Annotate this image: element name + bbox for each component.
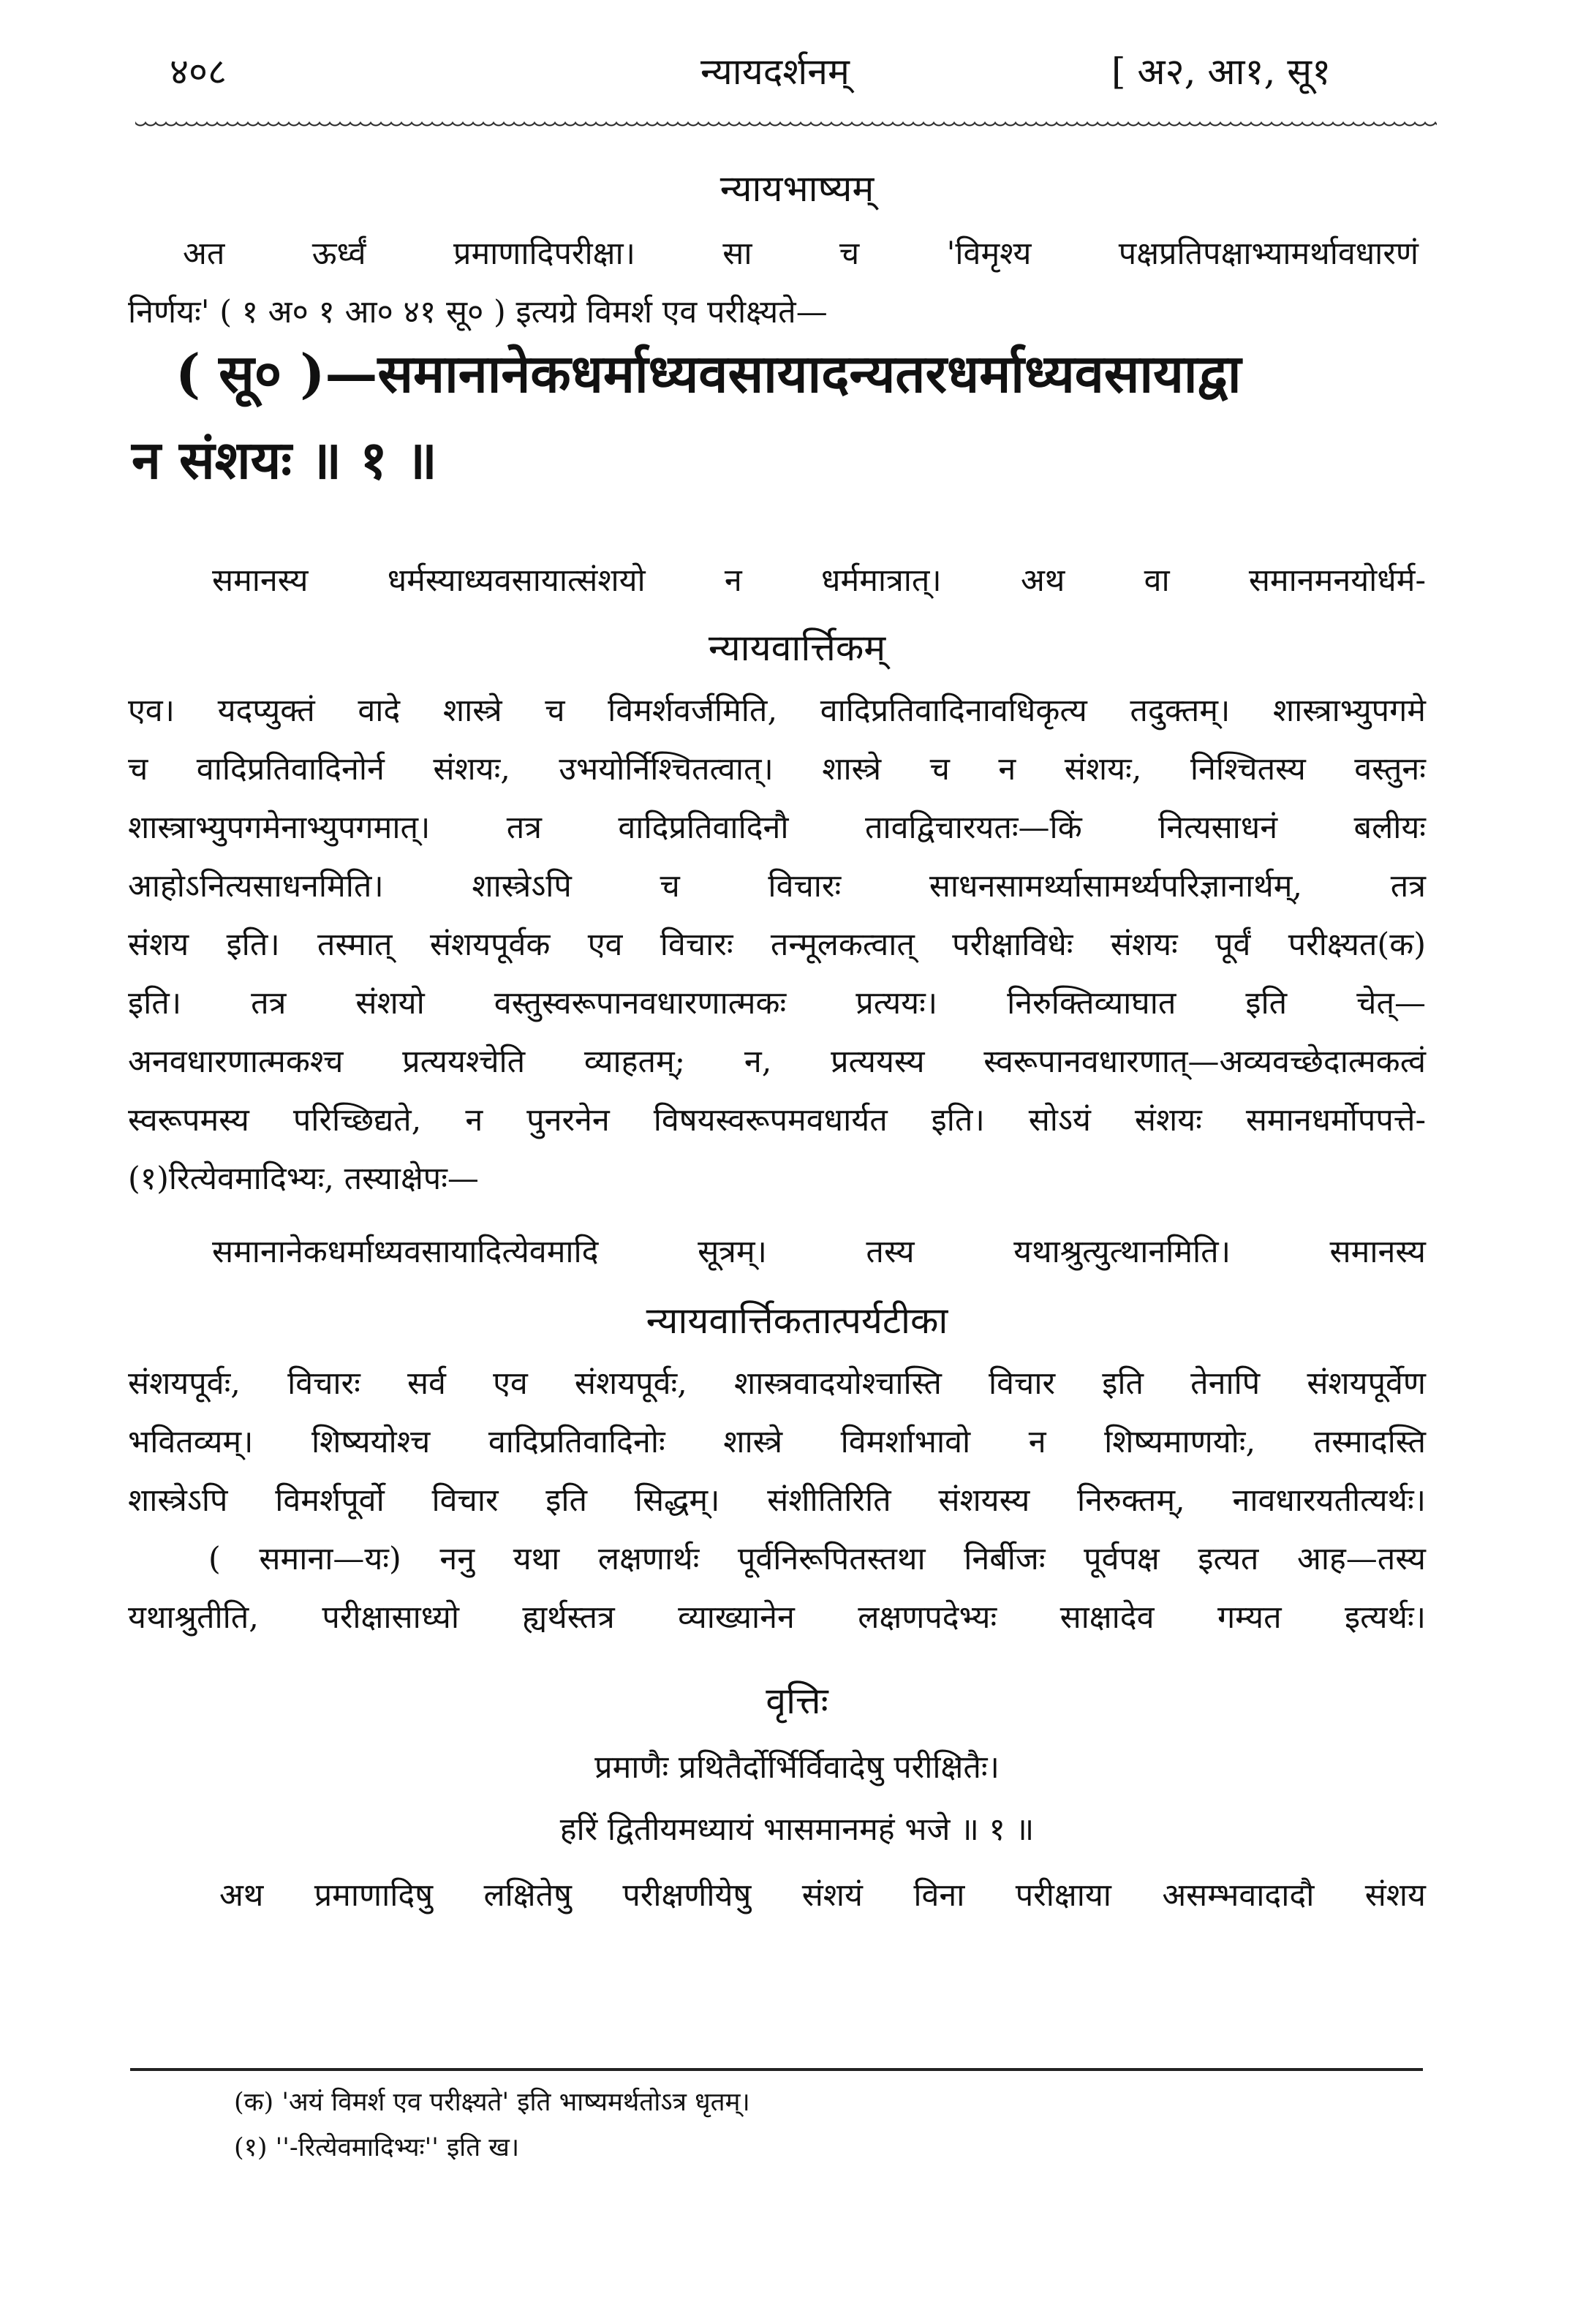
vritti-verse-1: प्रमाणैः प्रथितैर्दोर्भिर्विवादेषु परीक्षितैः। (594, 1749, 1000, 1786)
varttika-heading: न्यायवार्त्तिकम् (708, 627, 886, 669)
sutra-line-1: ( सू० )—समानानेकधर्माध्यवसायादन्यतरधर्माध्यवसायाद्वा (175, 342, 1242, 404)
page-number: ४०८ (170, 50, 227, 93)
varttika-line-1: एव। यदप्युक्तं वादे शास्त्रे च विमर्शवर्जमिति, वादिप्रतिवादिनावधिकृत्य तदुक्तम्। शास्त्राभ्युपगमे (128, 693, 1426, 729)
varttika-line-9: (१)रित्येवमादिभ्यः, तस्याक्षेपः— (128, 1161, 479, 1197)
bhashya-continuation: समानस्य धर्मस्याध्यवसायात्संशयो न धर्ममात्रात्। अथ वा समानमनयोर्धर्म- (212, 562, 1426, 599)
tika-line-2: भवितव्यम्। शिष्ययोश्च वादिप्रतिवादिनोः शास्त्रे विमर्शाभावो न शिष्यमाणयोः, तस्मादस्ति (128, 1424, 1426, 1460)
running-title: न्यायदर्शनम् (700, 50, 850, 93)
tika-line-4: ( समाना—यः) ननु यथा लक्षणार्थः पूर्वनिरूपितस्तथा निर्बीजः पूर्वपक्ष इत्यत आह—तस्य (208, 1541, 1426, 1577)
vritti-heading: वृत्तिः (766, 1680, 828, 1722)
tika-line-5: यथाश्रुतीति, परीक्षासाध्यो ह्यर्थस्तत्र व्याख्यानेन लक्षणपदेभ्यः साक्षादेव गम्यत इत्यर्थः। (128, 1599, 1426, 1636)
header-wavy-rule (135, 121, 1437, 132)
bhashya-heading: न्यायभाष्यम् (719, 167, 875, 210)
section-reference: [ अ२, आ१, सू१ (1111, 50, 1332, 93)
varttika-line-7: अनवधारणात्मकश्च प्रत्ययश्चेति व्याहतम्; न, प्रत्ययस्य स्वरूपानवधारणात्—अव्यवच्छेदात्मकत्वं (128, 1044, 1426, 1080)
footnote-1: (१) ''-रित्येवमादिभ्यः'' इति ख। (234, 2133, 520, 2162)
footnote-rule (130, 2068, 1423, 2071)
varttika-line-3: शास्त्राभ्युपगमेनाभ्युपगमात्। तत्र वादिप्रतिवादिनौ तावद्विचारयतः—किं नित्यसाधनं बलीयः (128, 810, 1426, 846)
tika-heading: न्यायवार्त्तिकतात्पर्यटीका (646, 1299, 948, 1342)
varttika-tail: समानानेकधर्माध्यवसायादित्येवमादि सूत्रम्। तस्य यथाश्रुत्युत्थानमिति। समानस्य (212, 1234, 1426, 1270)
vritti-verse-2: हरिं द्वितीयमध्यायं भासमानमहं भजे ॥ १ ॥ (559, 1811, 1035, 1848)
tika-line-3: शास्त्रेऽपि विमर्शपूर्वो विचार इति सिद्धम्। संशीतिरिति संशयस्य निरुक्तम्, नावधारयतीत्यर्थः। (128, 1482, 1426, 1519)
tika-line-1: संशयपूर्वः, विचारः सर्व एव संशयपूर्वः, शास्त्रवादयोश्चास्ति विचार इति तेनापि संशयपूर्वेण (128, 1365, 1426, 1402)
varttika-line-5: संशय इति। तस्मात् संशयपूर्वक एव विचारः तन्मूलकत्वात् परीक्षाविधेः संशयः पूर्वं परीक्ष्यत(क) (128, 927, 1426, 963)
bhashya-line-2: निर्णयः' ( १ अ० १ आ० ४१ सू० ) इत्यग्रे विमर्श एव परीक्ष्यते— (128, 294, 828, 331)
footnote-ka: (क) 'अयं विमर्श एव परीक्ष्यते' इति भाष्यमर्थतोऽत्र धृतम्। (234, 2088, 750, 2117)
bhashya-line-1: अत ऊर्ध्वं प्रमाणादिपरीक्षा। सा च 'विमृश्य पक्षप्रतिपक्षाभ्यामर्थावधारणं (183, 235, 1419, 272)
vritti-line: अथ प्रमाणादिषु लक्षितेषु परीक्षणीयेषु संशयं विना परीक्षाया असम्भवादादौ संशय (219, 1877, 1426, 1914)
sutra-line-2: न संशयः ॥ १ ॥ (132, 429, 437, 491)
varttika-line-8: स्वरूपमस्य परिच्छिद्यते, न पुनरनेन विषयस्वरूपमवधार्यत इति। सोऽयं संशयः समानधर्मोपपत्ते- (128, 1102, 1426, 1139)
varttika-line-4: आहोऽनित्यसाधनमिति। शास्त्रेऽपि च विचारः साधनसामर्थ्यासामर्थ्यपरिज्ञानार्थम्, तत्र (128, 868, 1426, 905)
varttika-line-6: इति। तत्र संशयो वस्तुस्वरूपानवधारणात्मकः प्रत्ययः। निरुक्तिव्याघात इति चेत्— (128, 985, 1426, 1022)
varttika-line-2: च वादिप्रतिवादिनोर्न संशयः, उभयोर्निश्चितत्वात्। शास्त्रे च न संशयः, निश्चितस्य वस्तुनः (128, 751, 1426, 788)
